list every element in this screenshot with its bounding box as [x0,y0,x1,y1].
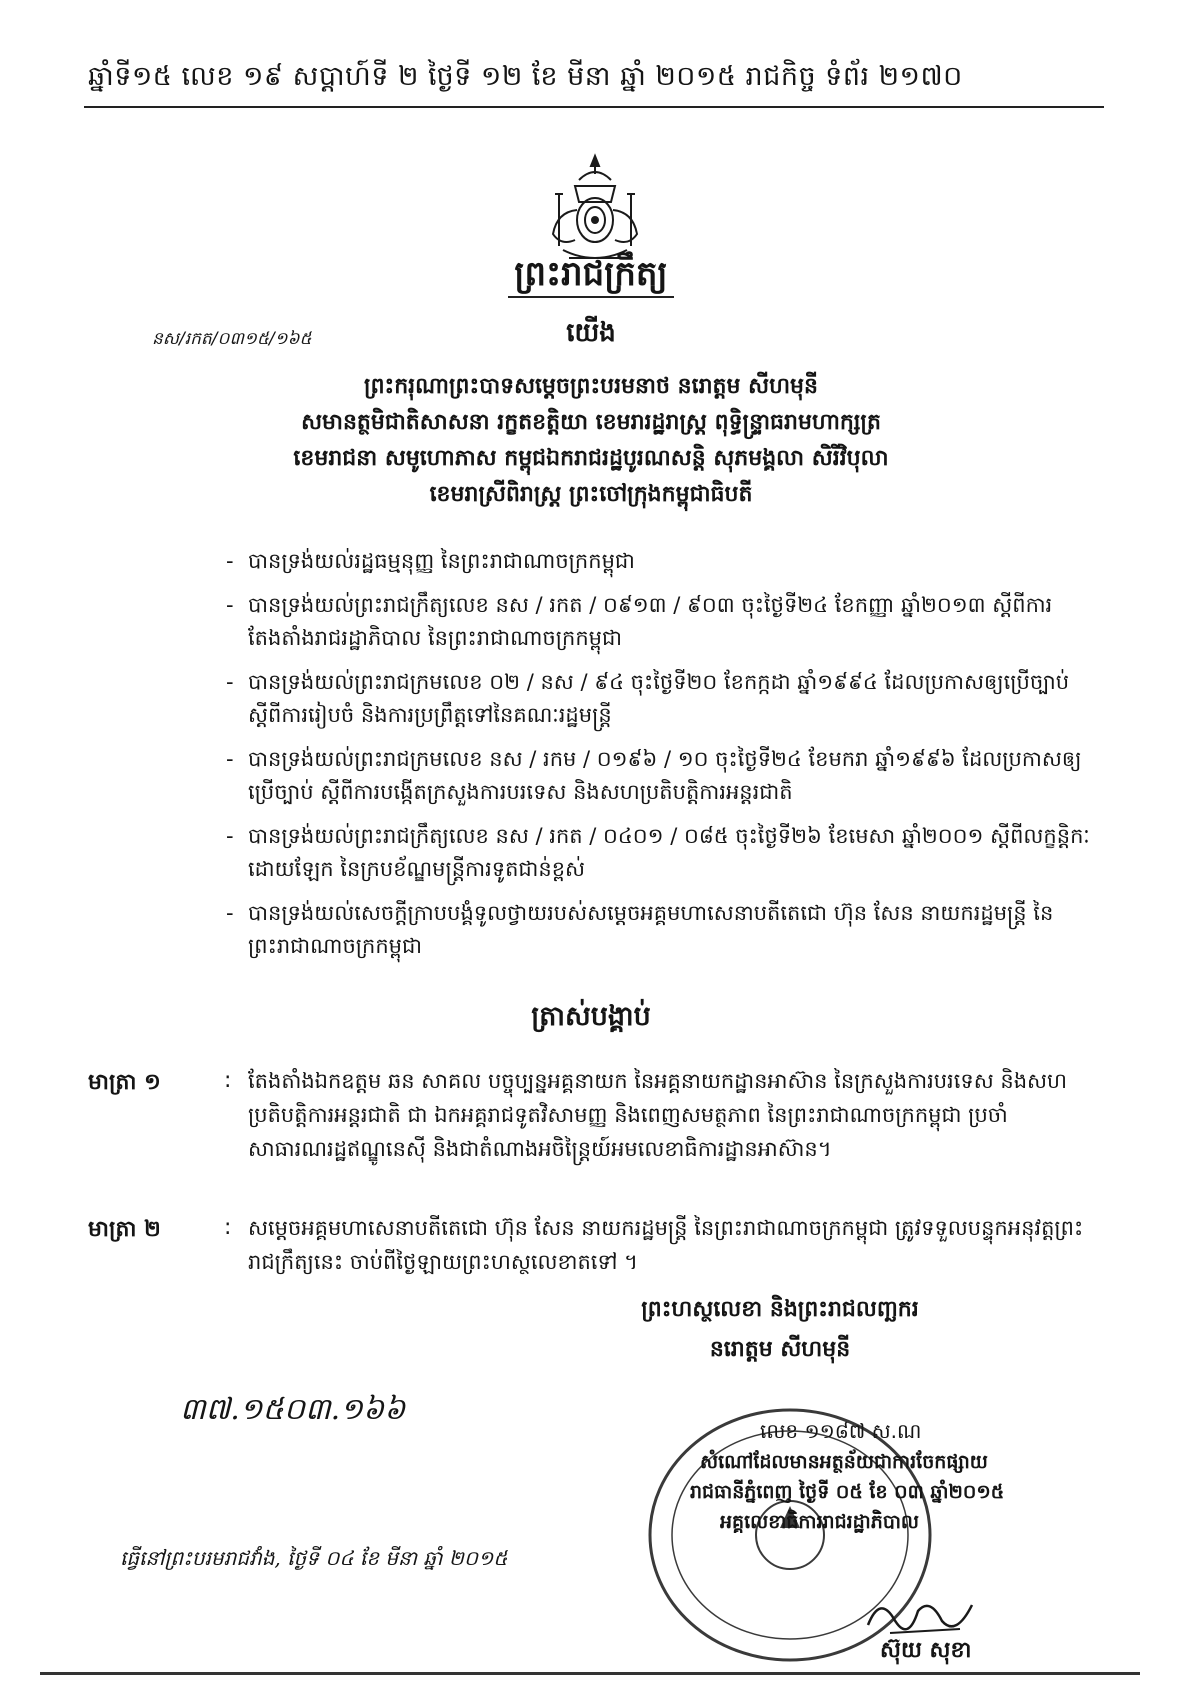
king-title-line: ខេមរាជនា សមូហោភាស កម្ពុជឯករាជរដ្ឋបូរណសន្តិ សុភមង្គលា សិរីវិបុលា [293,446,889,471]
article-2-colon: : [224,1215,232,1240]
official-name: ស៊ុយ សុខា [880,1638,972,1663]
article-2-label: មាត្រា ២ [88,1217,161,1242]
signature-name: នរោត្ដម សីហមុនី [709,1337,851,1362]
consideration-item: - បានទ្រង់យល់ព្រះរាជក្រឹត្យលេខ នស / រកត / ០៩១៣ / ៩០៣ ចុះថ្ងៃទី២៤ ខែកញ្ញា ឆ្នាំ២០១៣ ស្ដីពីការតែងតាំងរាជរដ្ឋាភិបាល នៃព្រះរាជាណាចក្រកម្ពុជា [248,589,1098,655]
stamp-line: សំណៅដែលមានអត្ថន័យជាការចែកផ្សាយ [700,1451,988,1473]
considerations-list [248,545,1098,974]
decree-heading: ត្រាស់បង្គាប់ [531,1001,651,1032]
decree-type-title: ព្រះរាជក្រឹត្យ [514,254,668,294]
we-heading: យើង [566,318,616,348]
consideration-item: - បានទ្រង់យល់ព្រះរាជក្រមលេខ ០២ / នស / ៩៤ ចុះថ្ងៃទី២០ ខែកក្កដា ឆ្នាំ១៩៩៤ ដែលប្រកាសឲ្យប្រើច្បាប់ ស្ដីពីការរៀបចំ និងការប្រព្រឹត្តទៅនៃគណៈរដ្ឋមន្ត្រី [248,666,1098,732]
header-rule [84,106,1104,108]
consideration-item: - បានទ្រង់យល់ព្រះរាជក្រឹត្យលេខ នស / រកត / ០៤០១ / ០៨៥ ចុះថ្ងៃទី២៦ ខែមេសា ឆ្នាំ២០០១ ស្ដីពីលក្ខន្តិកៈដោយឡែក នៃក្របខ័ណ្ឌមន្ត្រីការទូតជាន់ខ្ពស់ [248,820,1098,886]
article-1-colon: : [224,1068,232,1093]
king-title-line: សមានត្ថមិជាតិសាសនា រក្ខតខត្តិយា ខេមរារដ្ឋរាស្ត្រ ពុទ្ធិន្ទ្រាធរាមហាក្សត្រ [301,410,881,435]
article-1-text: តែងតាំងឯកឧត្ដម ឆន សាគល បច្ចុប្បន្នអគ្គនាយក នៃអគ្គនាយកដ្ឋានអាស៊ាន នៃក្រសួងការបរទេស និងសហប្រតិបត្តិការអន្តរជាតិ ជា ឯកអគ្គរាជទូតវិសាមញ្ញ និងពេញសមត្ថភាព នៃព្រះរាជាណាចក្រកម្ពុជា ប្រចាំសាធារណរដ្ឋឥណ្ឌូនេស៊ី និងជាតំណាងអចិន្ត្រៃយ៍អមលេខាធិការដ្ឋានអាស៊ាន។ [248,1069,1068,1161]
reference-number: នស/រកត/០៣១៥/១៦៥ [152,329,312,349]
consideration-item: - បានទ្រង់យល់រដ្ឋធម្មនុញ្ញ នៃព្រះរាជាណាចក្រកម្ពុជា [248,545,1098,578]
consideration-item: - បានទ្រង់យល់សេចក្ដីក្រាបបង្គំទូលថ្វាយរបស់សម្ដេចអគ្គមហាសេនាបតីតេជោ ហ៊ុន សែន នាយករដ្ឋមន្ត្រី នៃព្រះរាជាណាចក្រកម្ពុជា [248,897,1098,963]
king-title-line: ព្រះករុណាព្រះបាទសម្ដេចព្រះបរមនាថ នរោត្ដម សីហមុនី [364,374,818,399]
signature-title: ព្រះហស្ថលេខា និងព្រះរាជលញ្ឆករ [641,1297,919,1322]
stamp-office-line: អគ្គលេខាធិការរាជរដ្ឋាភិបាល [720,1511,919,1533]
gazette-header: ឆ្នាំទី១៥ លេខ ១៩ សប្ដាហ៍ទី ២ ថ្ងៃទី ១២ ខែ មីនា ឆ្នាំ ២០១៥ រាជកិច្ច ទំព័រ ២១៧០ [88,61,963,92]
footer-rule [40,1672,1140,1675]
article-1-label: មាត្រា ១ [88,1070,161,1095]
royal-emblem-icon [539,150,651,268]
place-date: ធ្វើនៅព្រះបរមរាជវាំង, ថ្ងៃទី ០៤ ខែ មីនា ឆ្នាំ ២០១៥ [120,1546,508,1570]
registry-number: ៣៧.១៥០៣.១៦៦ [180,1392,406,1427]
stamp-registry-line: លេខ ១១៨៧ ស.ណ [760,1419,922,1443]
article-2-text: សម្ដេចអគ្គមហាសេនាបតីតេជោ ហ៊ុន សែន នាយករដ្ឋមន្ត្រី នៃព្រះរាជាណាចក្រកម្ពុជា ត្រូវទទួលបន្ទុកអនុវត្តព្រះរាជក្រឹត្យនេះ ចាប់ពីថ្ងៃឡាយព្រះហស្ថលេខាតទៅ ។ [248,1216,1084,1274]
stamp-date-line: រាជធានីភ្នំពេញ ថ្ងៃទី ០៥ ខែ ០៣ ឆ្នាំ២០១៥ [690,1481,1005,1503]
title-underline [508,296,674,298]
king-title-line: ខេមរាស្រីពិរាស្ត្រ ព្រះចៅក្រុងកម្ពុជាធិបតី [429,482,753,507]
consideration-item: - បានទ្រង់យល់ព្រះរាជក្រមលេខ នស / រកម / ០១៩៦ / ១០ ចុះថ្ងៃទី២៤ ខែមករា ឆ្នាំ១៩៩៦ ដែលប្រកាសឲ្យប្រើច្បាប់ ស្ដីពីការបង្កើតក្រសួងការបរទេស និងសហប្រតិបត្តិការអន្តរជាតិ [248,743,1098,809]
